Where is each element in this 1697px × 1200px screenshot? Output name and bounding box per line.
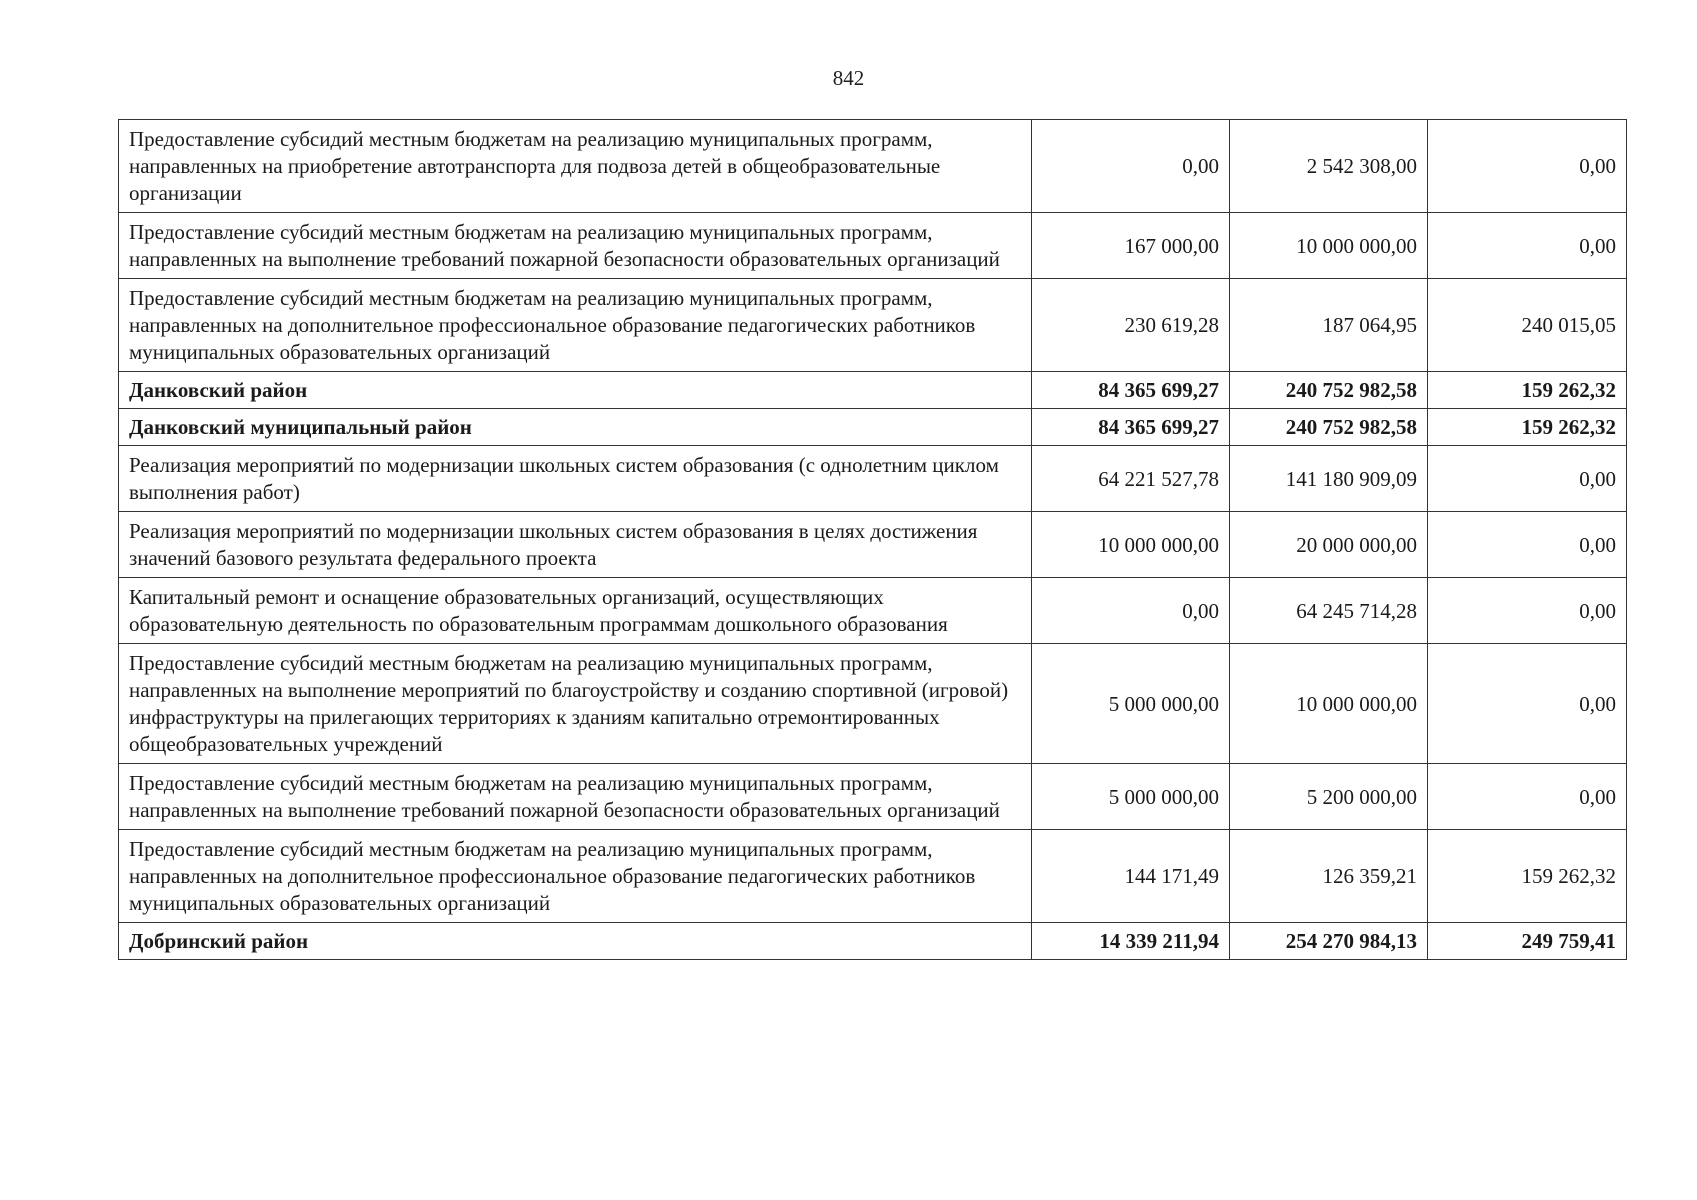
row-value-1: 84 365 699,27 [1032,409,1230,446]
row-value-3: 0,00 [1428,512,1627,578]
page-number: 842 [832,66,865,90]
table-row [119,279,1627,372]
table-row [119,578,1627,644]
row-value-3: 159 262,32 [1428,372,1627,409]
row-value-2: 64 245 714,28 [1230,578,1428,644]
row-value-1: 10 000 000,00 [1032,512,1230,578]
table-row [119,644,1627,764]
table-row [119,764,1627,830]
row-name: Данковский район [119,372,1032,409]
row-name: Предоставление субсидий местным бюджетам на реализацию муниципальных программ, направленных на выполнение мероприятий по благоустройству и созданию спортивной (игровой) инфраструктуры на прилегающих территориях к зданиям капитально отремонтированных общеобразовательных учреждений [119,644,1032,764]
row-value-1: 0,00 [1032,120,1230,213]
table-row-subtotal [119,409,1627,446]
table-row [119,213,1627,279]
table-row [119,830,1627,923]
table-row [119,512,1627,578]
table-row [119,120,1627,213]
row-value-2: 126 359,21 [1230,830,1428,923]
row-value-1: 230 619,28 [1032,279,1230,372]
row-value-3: 0,00 [1428,578,1627,644]
row-value-3: 0,00 [1428,120,1627,213]
row-value-3: 159 262,32 [1428,409,1627,446]
row-value-2: 240 752 982,58 [1230,372,1428,409]
row-name: Предоставление субсидий местным бюджетам на реализацию муниципальных программ, направленных на дополнительное профессиональное образование педагогических работников муниципальных образовательных организаций [119,279,1032,372]
row-value-2: 141 180 909,09 [1230,446,1428,512]
row-name: Предоставление субсидий местным бюджетам на реализацию муниципальных программ, направленных на выполнение требований пожарной безопасности образовательных организаций [119,213,1032,279]
row-value-1: 144 171,49 [1032,830,1230,923]
row-value-2: 187 064,95 [1230,279,1428,372]
row-value-1: 64 221 527,78 [1032,446,1230,512]
table-row-subtotal [119,923,1627,960]
row-value-2: 2 542 308,00 [1230,120,1428,213]
row-value-2: 10 000 000,00 [1230,213,1428,279]
row-value-2: 240 752 982,58 [1230,409,1428,446]
row-name: Реализация мероприятий по модернизации школьных систем образования в целях достижения значений базового результата федерального проекта [119,512,1032,578]
row-value-1: 167 000,00 [1032,213,1230,279]
row-value-2: 10 000 000,00 [1230,644,1428,764]
row-name: Добринский район [119,923,1032,960]
row-value-1: 0,00 [1032,578,1230,644]
budget-table [118,119,1627,960]
row-value-3: 240 015,05 [1428,279,1627,372]
row-value-2: 254 270 984,13 [1230,923,1428,960]
row-value-3: 0,00 [1428,213,1627,279]
row-value-1: 14 339 211,94 [1032,923,1230,960]
row-value-1: 84 365 699,27 [1032,372,1230,409]
row-value-1: 5 000 000,00 [1032,764,1230,830]
row-value-2: 5 200 000,00 [1230,764,1428,830]
row-value-3: 0,00 [1428,644,1627,764]
row-value-3: 0,00 [1428,446,1627,512]
row-value-3: 0,00 [1428,764,1627,830]
table-row-subtotal [119,372,1627,409]
budget-table-body [119,120,1627,960]
row-name: Предоставление субсидий местным бюджетам на реализацию муниципальных программ, направленных на приобретение автотранспорта для подвоза детей в общеобразовательные организации [119,120,1032,213]
row-value-2: 20 000 000,00 [1230,512,1428,578]
row-name: Данковский муниципальный район [119,409,1032,446]
row-name: Капитальный ремонт и оснащение образовательных организаций, осуществляющих образовательную деятельность по образовательным программам дошкольного образования [119,578,1032,644]
table-row [119,446,1627,512]
row-name: Предоставление субсидий местным бюджетам на реализацию муниципальных программ, направленных на выполнение требований пожарной безопасности образовательных организаций [119,764,1032,830]
row-name: Предоставление субсидий местным бюджетам на реализацию муниципальных программ, направленных на дополнительное профессиональное образование педагогических работников муниципальных образовательных организаций [119,830,1032,923]
row-name: Реализация мероприятий по модернизации школьных систем образования (с однолетним циклом выполнения работ) [119,446,1032,512]
row-value-1: 5 000 000,00 [1032,644,1230,764]
row-value-3: 159 262,32 [1428,830,1627,923]
row-value-3: 249 759,41 [1428,923,1627,960]
